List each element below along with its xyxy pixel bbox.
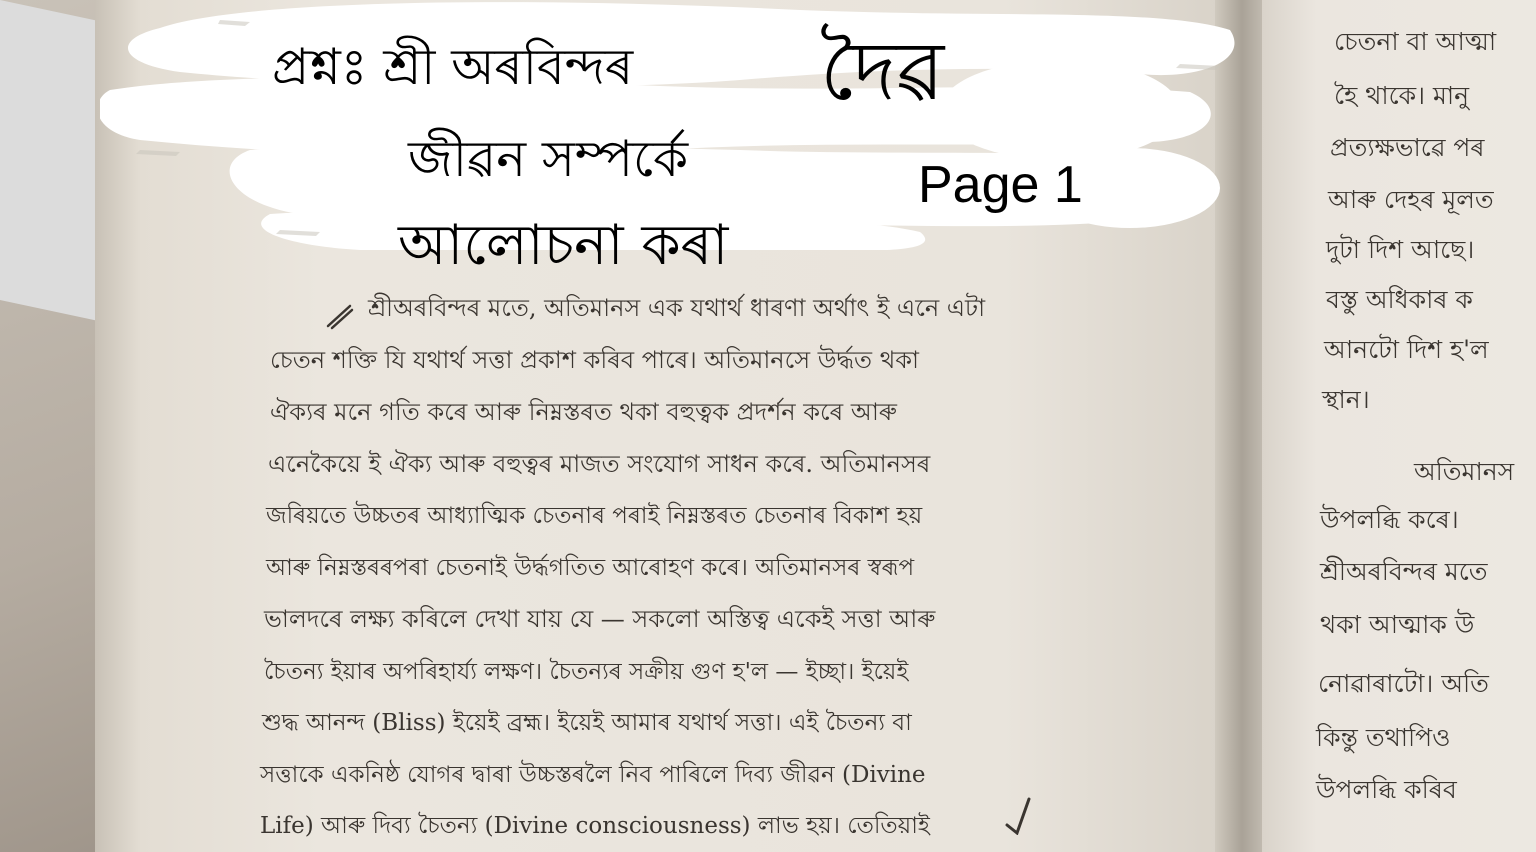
right-page-line: দুটা দিশ আছে। bbox=[1326, 235, 1475, 264]
right-page-line: আনটো দিশ হ'ল bbox=[1324, 335, 1489, 364]
body-text-line: চেতন শক্তি যি যথাৰ্থ সত্তা প্ৰকাশ কৰিব পাৰে। অতিমানসে উৰ্দ্ধত থকা bbox=[270, 346, 919, 374]
right-page-line: উপলব্ধি কৰিব bbox=[1316, 775, 1457, 804]
body-text-line: ঐক্যৰ মনে গতি কৰে আৰু নিম্নস্তৰত থকা বহুত্বক প্ৰদৰ্শন কৰে আৰু bbox=[270, 398, 897, 426]
right-page-line: শ্ৰীঅৰবিন্দৰ মতে bbox=[1320, 557, 1488, 586]
body-text-line: সত্তাকে একনিষ্ঠ যোগৰ দ্বাৰা উচ্চস্তৰলৈ নিব পাৰিলে দিব্য জীৱন (Divine bbox=[260, 762, 926, 788]
body-text-line: আৰু নিম্নস্তৰৰপৰা চেতনাই উৰ্দ্ধগতিত আৰোহণ কৰে। অতিমানসৰ স্বৰূপ bbox=[266, 555, 915, 581]
body-text-line: চৈতন্য ইয়াৰ অপৰিহাৰ্য্য লক্ষণ। চৈতন্যৰ সক্ৰীয় গুণ হ'ল — ইচ্ছা। ইয়েই bbox=[264, 659, 909, 685]
right-page-line: প্ৰত্যক্ষভাৱে পৰ bbox=[1330, 133, 1485, 162]
right-page-line: বস্তু অধিকাৰ ক bbox=[1326, 285, 1473, 314]
right-page-line: আৰু দেহৰ মূলত bbox=[1328, 185, 1494, 214]
page-number-label: Page 1 bbox=[918, 156, 1083, 214]
body-text-line: Life) আৰু দিব্য চৈতন্য (Divine consciousness) লাভ হয়। তেতিয়াই bbox=[260, 813, 930, 839]
body-text-line: জৰিয়তে উচ্চতৰ আধ্যাত্মিক চেতনাৰ পৰাই নিম্নস্তৰত চেতনাৰ বিকাশ হয় bbox=[266, 503, 923, 529]
question-title-word-2: দৈৱ bbox=[820, 24, 945, 119]
body-text-line: এনেকৈয়ে ই ঐক্য আৰু বহুত্বৰ মাজত সংযোগ সাধন কৰে. অতিমানসৰ bbox=[268, 450, 931, 478]
right-page-line: চেতনা বা আত্মা bbox=[1334, 27, 1497, 56]
pen-tick-mark bbox=[1003, 795, 1033, 835]
right-page-line: নোৱাৰাটো। অতি bbox=[1318, 669, 1489, 698]
pen-underline-mark bbox=[326, 300, 354, 330]
right-page-line: অতিমানস bbox=[1414, 457, 1515, 486]
right-page-line: স্থান। bbox=[1322, 385, 1370, 414]
body-text-line: ভালদৰে লক্ষ্য কৰিলে দেখা যায় যে — সকলো অস্তিত্ব একেই সত্তা আৰু bbox=[264, 605, 936, 633]
right-page-line: উপলব্ধি কৰে। bbox=[1320, 505, 1459, 534]
question-title-line-1: প্ৰশ্নঃ শ্ৰী অৰবিন্দৰ bbox=[272, 38, 634, 96]
right-page-line: হৈ থাকে। মানু bbox=[1334, 81, 1470, 110]
question-title-line-2: জীৱন সম্পৰ্কে bbox=[408, 130, 689, 188]
body-text-line: শ্ৰীঅৰবিন্দৰ মতে, অতিমানস এক যথাৰ্থ ধাৰণা অৰ্থাৎ ই এনে এটা bbox=[368, 294, 986, 322]
question-title-line-3: আলোচনা কৰা bbox=[398, 213, 729, 278]
right-page-line: থকা আত্মাক উ bbox=[1320, 610, 1475, 639]
right-page-line: কিন্তু তথাপিও bbox=[1316, 723, 1451, 752]
body-text-line: শুদ্ধ আনন্দ (Bliss) ইয়েই ব্ৰহ্ম। ইয়েই আমাৰ যথাৰ্থ সত্তা। এই চৈতন্য বা bbox=[262, 710, 912, 736]
